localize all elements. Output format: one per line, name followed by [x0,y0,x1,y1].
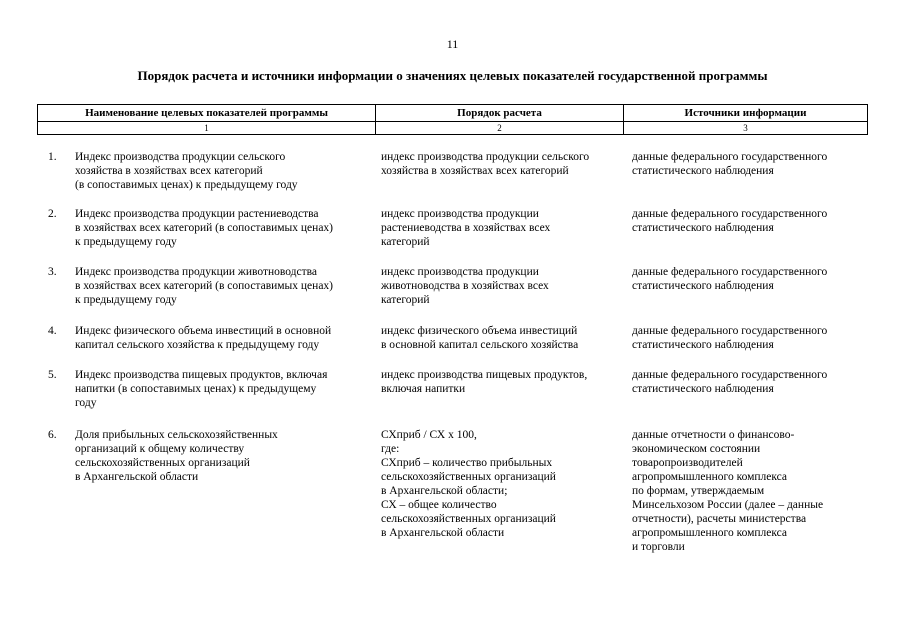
indicator-name: Индекс производства пищевых продуктов, включая напитки (в сопоставимых ценах) к предыдущему году [75,369,328,409]
page-number: 11 [446,37,459,51]
table-row [0,428,905,558]
indicator-name: Индекс физического объема инвестиций в основной капитал сельского хозяйства к предыдущему году [75,325,332,351]
row-number: 3. [48,266,57,278]
table-body [0,150,905,558]
column-number-3: 3 [624,122,868,135]
row-number: 4. [48,325,57,337]
indicator-name: Индекс производства продукции сельского хозяйства в хозяйствах всех категорий (в сопоставимых ценах) к предыдущему году [75,151,298,191]
row-number: 5. [48,369,57,381]
calculation-method: индекс производства пищевых продуктов, включая напитки [381,369,588,395]
document-title: Порядок расчета и источники информации о значениях целевых показателей государственной программы [137,68,768,83]
information-source: данные федерального государственного статистического наблюдения [632,266,828,292]
table-header [37,104,868,135]
information-source: данные федерального государственного статистического наблюдения [632,369,828,395]
table-row [0,207,905,265]
column-number-row [38,122,868,135]
header-row [38,105,868,122]
column-header-source: Источники информации [624,105,868,122]
table-row [0,324,905,368]
table-row [0,368,905,428]
calculation-method: СХприб / СХ х 100, где: СХприб – количество прибыльных сельскохозяйственных организаций в Архангельской области; СХ – общее количество сельскохозяйственных организаций в Архангельской области [381,429,556,539]
column-header-name: Наименование целевых показателей программы [38,105,376,122]
calculation-method: индекс производства продукции животноводства в хозяйствах всех категорий [381,266,549,306]
table-row [0,265,905,324]
row-number: 1. [48,151,57,163]
information-source: данные федерального государственного статистического наблюдения [632,208,828,234]
calculation-method: индекс производства продукции сельского хозяйства в хозяйствах всех категорий [381,151,590,177]
column-header-calc: Порядок расчета [376,105,624,122]
indicator-name: Доля прибыльных сельскохозяйственных организаций к общему количеству сельскохозяйственных организаций в Архангельской области [75,429,278,483]
indicator-name: Индекс производства продукции растениеводства в хозяйствах всех категорий (в сопоставимых ценах) к предыдущему году [75,208,334,248]
row-number: 6. [48,429,57,441]
information-source: данные федерального государственного статистического наблюдения [632,151,828,177]
information-source: данные федерального государственного статистического наблюдения [632,325,828,351]
column-number-1: 1 [38,122,376,135]
indicator-name: Индекс производства продукции животноводства в хозяйствах всех категорий (в сопоставимых ценах) к предыдущему году [75,266,334,306]
calculation-method: индекс производства продукции растениеводства в хозяйствах всех категорий [381,208,551,248]
information-source: данные отчетности о финансово- экономическом состоянии товаропроизводителей агропромышленного комплекса по формам, утверждаемым Минсельхозом России (далее – данные отчетности), расчеты министерства агропромышленного комплекса и торговли [632,429,824,553]
row-number: 2. [48,208,57,220]
calculation-method: индекс физического объема инвестиций в основной капитал сельского хозяйства [381,325,579,351]
table-row [0,150,905,207]
column-number-2: 2 [376,122,624,135]
